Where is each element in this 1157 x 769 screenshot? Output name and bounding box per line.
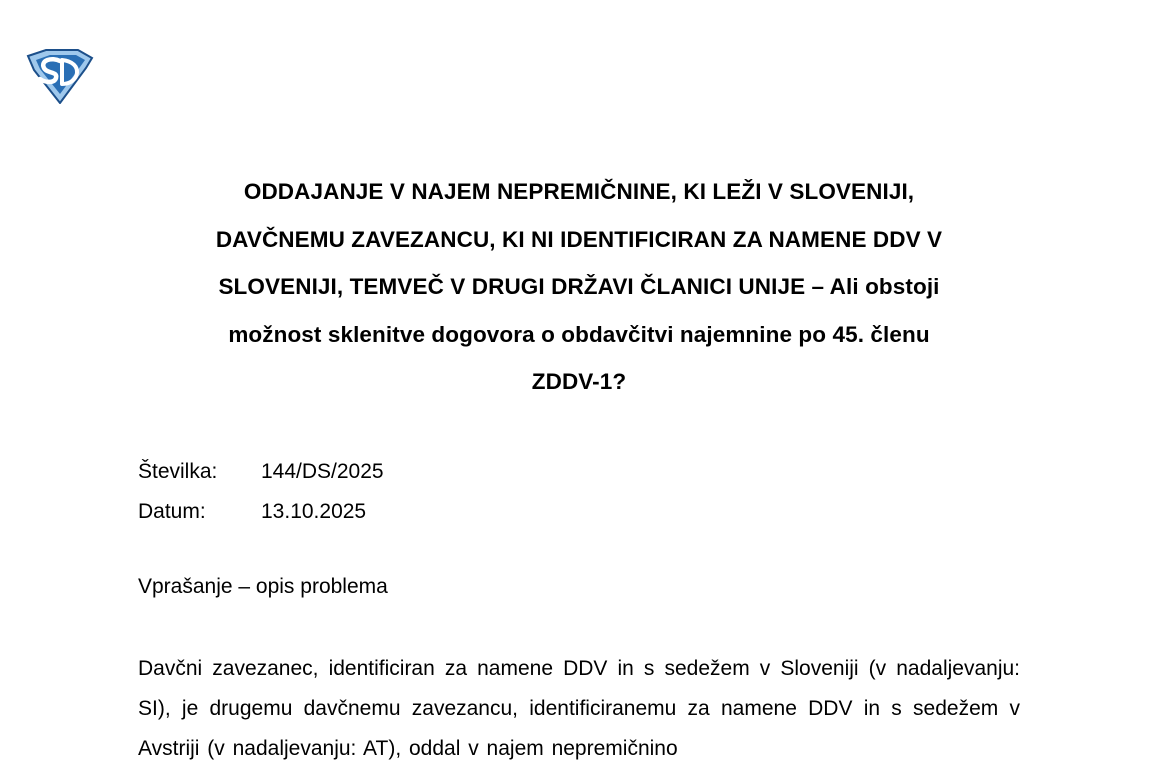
document-meta xyxy=(138,452,384,532)
title-line: ODDAJANJE V NAJEM NEPREMIČNINE, KI LEŽI V SLOVENIJI, xyxy=(243,179,915,204)
section-heading: Vprašanje – opis problema xyxy=(138,575,388,598)
number-label: Številka: xyxy=(138,460,218,483)
body-line: Davčni zavezanec, identificiran za namene DDV in s sedežem v Sloveniji (v xyxy=(138,657,887,680)
title-line: ZDDV-1? xyxy=(531,369,627,394)
body-paragraph xyxy=(138,649,1020,769)
title-line: DAVČNEMU ZAVEZANCU, KI NI IDENTIFICIRAN ZA NAMENE DDV V xyxy=(215,226,943,252)
document-title xyxy=(137,168,1021,406)
title-line: možnost sklenitve dogovora o obdavčitvi najemnine po 45. členu xyxy=(228,321,930,347)
meta-row-number xyxy=(138,452,384,492)
number-value: 144/DS/2025 xyxy=(261,460,384,483)
body-line: nadaljevanju: SI), je drugemu davčnemu zavezancu, identificiranemu za namene xyxy=(138,657,1020,720)
company-logo xyxy=(22,48,96,104)
logo-emblem-icon xyxy=(22,48,96,104)
meta-row-date xyxy=(138,492,384,532)
date-value: 13.10.2025 xyxy=(261,500,367,523)
date-label: Datum: xyxy=(138,500,206,523)
title-line: SLOVENIJI, TEMVEČ V DRUGI DRŽAVI ČLANICI UNIJE – Ali obstoji xyxy=(218,274,940,299)
body-line: DDV in s sedežem v Avstriji (v nadaljevanju: AT), oddal v najem nepremičnino xyxy=(138,697,1020,760)
